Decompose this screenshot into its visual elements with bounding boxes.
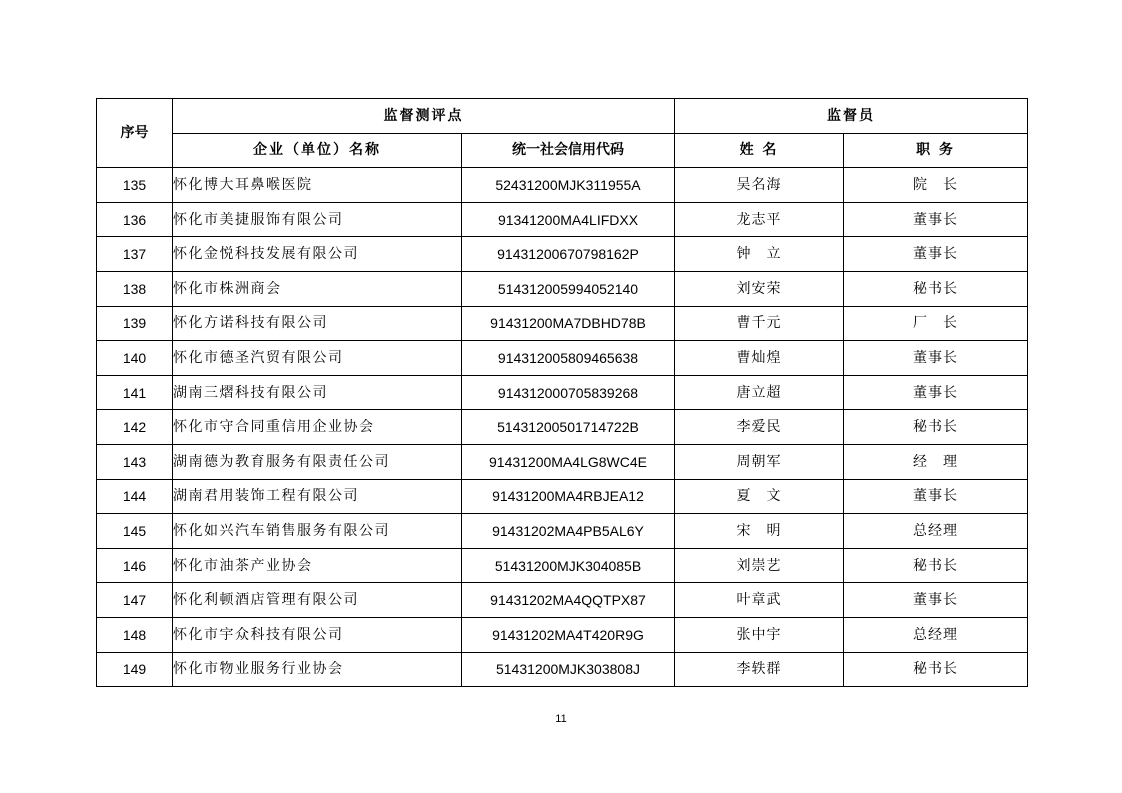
table-row (97, 548, 1028, 583)
page-number: 11 (555, 713, 567, 725)
unit-name: 怀化市宇众科技有限公司 (173, 617, 462, 652)
credit-code: 91431200MA4RBJEA12 (462, 479, 675, 514)
table-row (97, 168, 1028, 203)
unit-name: 怀化市株洲商会 (173, 271, 462, 306)
table-body (97, 168, 1028, 687)
table-row (97, 479, 1028, 514)
supervisor-name: 夏 文 (675, 479, 844, 514)
header-index: 序号 (97, 99, 173, 168)
unit-name: 怀化金悦科技发展有限公司 (173, 237, 462, 272)
supervisor-title: 董事长 (844, 583, 1028, 618)
credit-code: 91341200MA4LIFDXX (462, 202, 675, 237)
header-col-title: 职 务 (844, 133, 1028, 168)
unit-name: 怀化方诺科技有限公司 (173, 306, 462, 341)
table-row (97, 202, 1028, 237)
supervisor-name: 张中宇 (675, 617, 844, 652)
supervisor-title: 董事长 (844, 341, 1028, 376)
row-number: 147 (97, 583, 173, 618)
unit-name: 怀化博大耳鼻喉医院 (173, 168, 462, 203)
supervisor-name: 刘安荣 (675, 271, 844, 306)
row-number: 138 (97, 271, 173, 306)
supervisor-title: 总经理 (844, 514, 1028, 549)
supervisor-table (96, 98, 1028, 687)
row-number: 145 (97, 514, 173, 549)
row-number: 144 (97, 479, 173, 514)
supervisor-name: 唐立超 (675, 375, 844, 410)
credit-code: 91431200MA7DBHD78B (462, 306, 675, 341)
supervisor-title: 董事长 (844, 375, 1028, 410)
supervisor-title: 董事长 (844, 202, 1028, 237)
table-row (97, 583, 1028, 618)
supervisor-title: 院 长 (844, 168, 1028, 203)
row-number: 137 (97, 237, 173, 272)
header-group-supervisor: 监督员 (675, 99, 1028, 134)
unit-name: 湖南三熠科技有限公司 (173, 375, 462, 410)
credit-code: 51431200MJK304085B (462, 548, 675, 583)
table-row (97, 652, 1028, 687)
table-row (97, 237, 1028, 272)
supervisor-name: 宋 明 (675, 514, 844, 549)
supervisor-name: 吴名海 (675, 168, 844, 203)
unit-name: 怀化市油茶产业协会 (173, 548, 462, 583)
unit-name: 怀化市守合同重信用企业协会 (173, 410, 462, 445)
supervisor-title: 秘书长 (844, 271, 1028, 306)
unit-name: 怀化市德圣汽贸有限公司 (173, 341, 462, 376)
supervisor-title: 董事长 (844, 237, 1028, 272)
header-col-name: 企业（单位）名称 (173, 133, 462, 168)
row-number: 149 (97, 652, 173, 687)
credit-code: 91431202MA4T420R9G (462, 617, 675, 652)
row-number: 148 (97, 617, 173, 652)
table-row (97, 514, 1028, 549)
row-number: 135 (97, 168, 173, 203)
row-number: 142 (97, 410, 173, 445)
row-number: 141 (97, 375, 173, 410)
credit-code: 91431202MA4QQTPX87 (462, 583, 675, 618)
table-row (97, 341, 1028, 376)
row-number: 136 (97, 202, 173, 237)
unit-name: 怀化市美捷服饰有限公司 (173, 202, 462, 237)
supervisor-name: 曹千元 (675, 306, 844, 341)
supervisor-name: 周朝军 (675, 444, 844, 479)
supervisor-name: 刘崇艺 (675, 548, 844, 583)
table-row (97, 444, 1028, 479)
table-row (97, 617, 1028, 652)
supervisor-title: 经 理 (844, 444, 1028, 479)
supervisor-title: 秘书长 (844, 548, 1028, 583)
supervisor-title: 秘书长 (844, 410, 1028, 445)
unit-name: 怀化市物业服务行业协会 (173, 652, 462, 687)
table-row (97, 375, 1028, 410)
credit-code: 91431200670798162P (462, 237, 675, 272)
unit-name: 湖南君用装饰工程有限公司 (173, 479, 462, 514)
credit-code: 51431200501714722B (462, 410, 675, 445)
unit-name: 怀化利顿酒店管理有限公司 (173, 583, 462, 618)
row-number: 143 (97, 444, 173, 479)
supervisor-name: 钟 立 (675, 237, 844, 272)
credit-code: 51431200MJK303808J (462, 652, 675, 687)
supervisor-name: 龙志平 (675, 202, 844, 237)
credit-code: 914312005809465638 (462, 341, 675, 376)
supervisor-title: 董事长 (844, 479, 1028, 514)
header-col-person: 姓 名 (675, 133, 844, 168)
credit-code: 514312005994052140 (462, 271, 675, 306)
supervisor-name: 曹灿煌 (675, 341, 844, 376)
row-number: 139 (97, 306, 173, 341)
unit-name: 怀化如兴汽车销售服务有限公司 (173, 514, 462, 549)
header-group-unit: 监督测评点 (173, 99, 675, 134)
table-header (97, 99, 1028, 168)
row-number: 140 (97, 341, 173, 376)
credit-code: 52431200MJK311955A (462, 168, 675, 203)
supervisor-name: 李爱民 (675, 410, 844, 445)
supervisor-title: 厂 长 (844, 306, 1028, 341)
supervisor-title: 秘书长 (844, 652, 1028, 687)
unit-name: 湖南德为教育服务有限责任公司 (173, 444, 462, 479)
credit-code: 91431200MA4LG8WC4E (462, 444, 675, 479)
credit-code: 914312000705839268 (462, 375, 675, 410)
row-number: 146 (97, 548, 173, 583)
supervisor-name: 李轶群 (675, 652, 844, 687)
table-row (97, 271, 1028, 306)
supervisor-name: 叶章武 (675, 583, 844, 618)
credit-code: 91431202MA4PB5AL6Y (462, 514, 675, 549)
header-col-code: 统一社会信用代码 (462, 133, 675, 168)
table-row (97, 306, 1028, 341)
table-row (97, 410, 1028, 445)
supervisor-title: 总经理 (844, 617, 1028, 652)
